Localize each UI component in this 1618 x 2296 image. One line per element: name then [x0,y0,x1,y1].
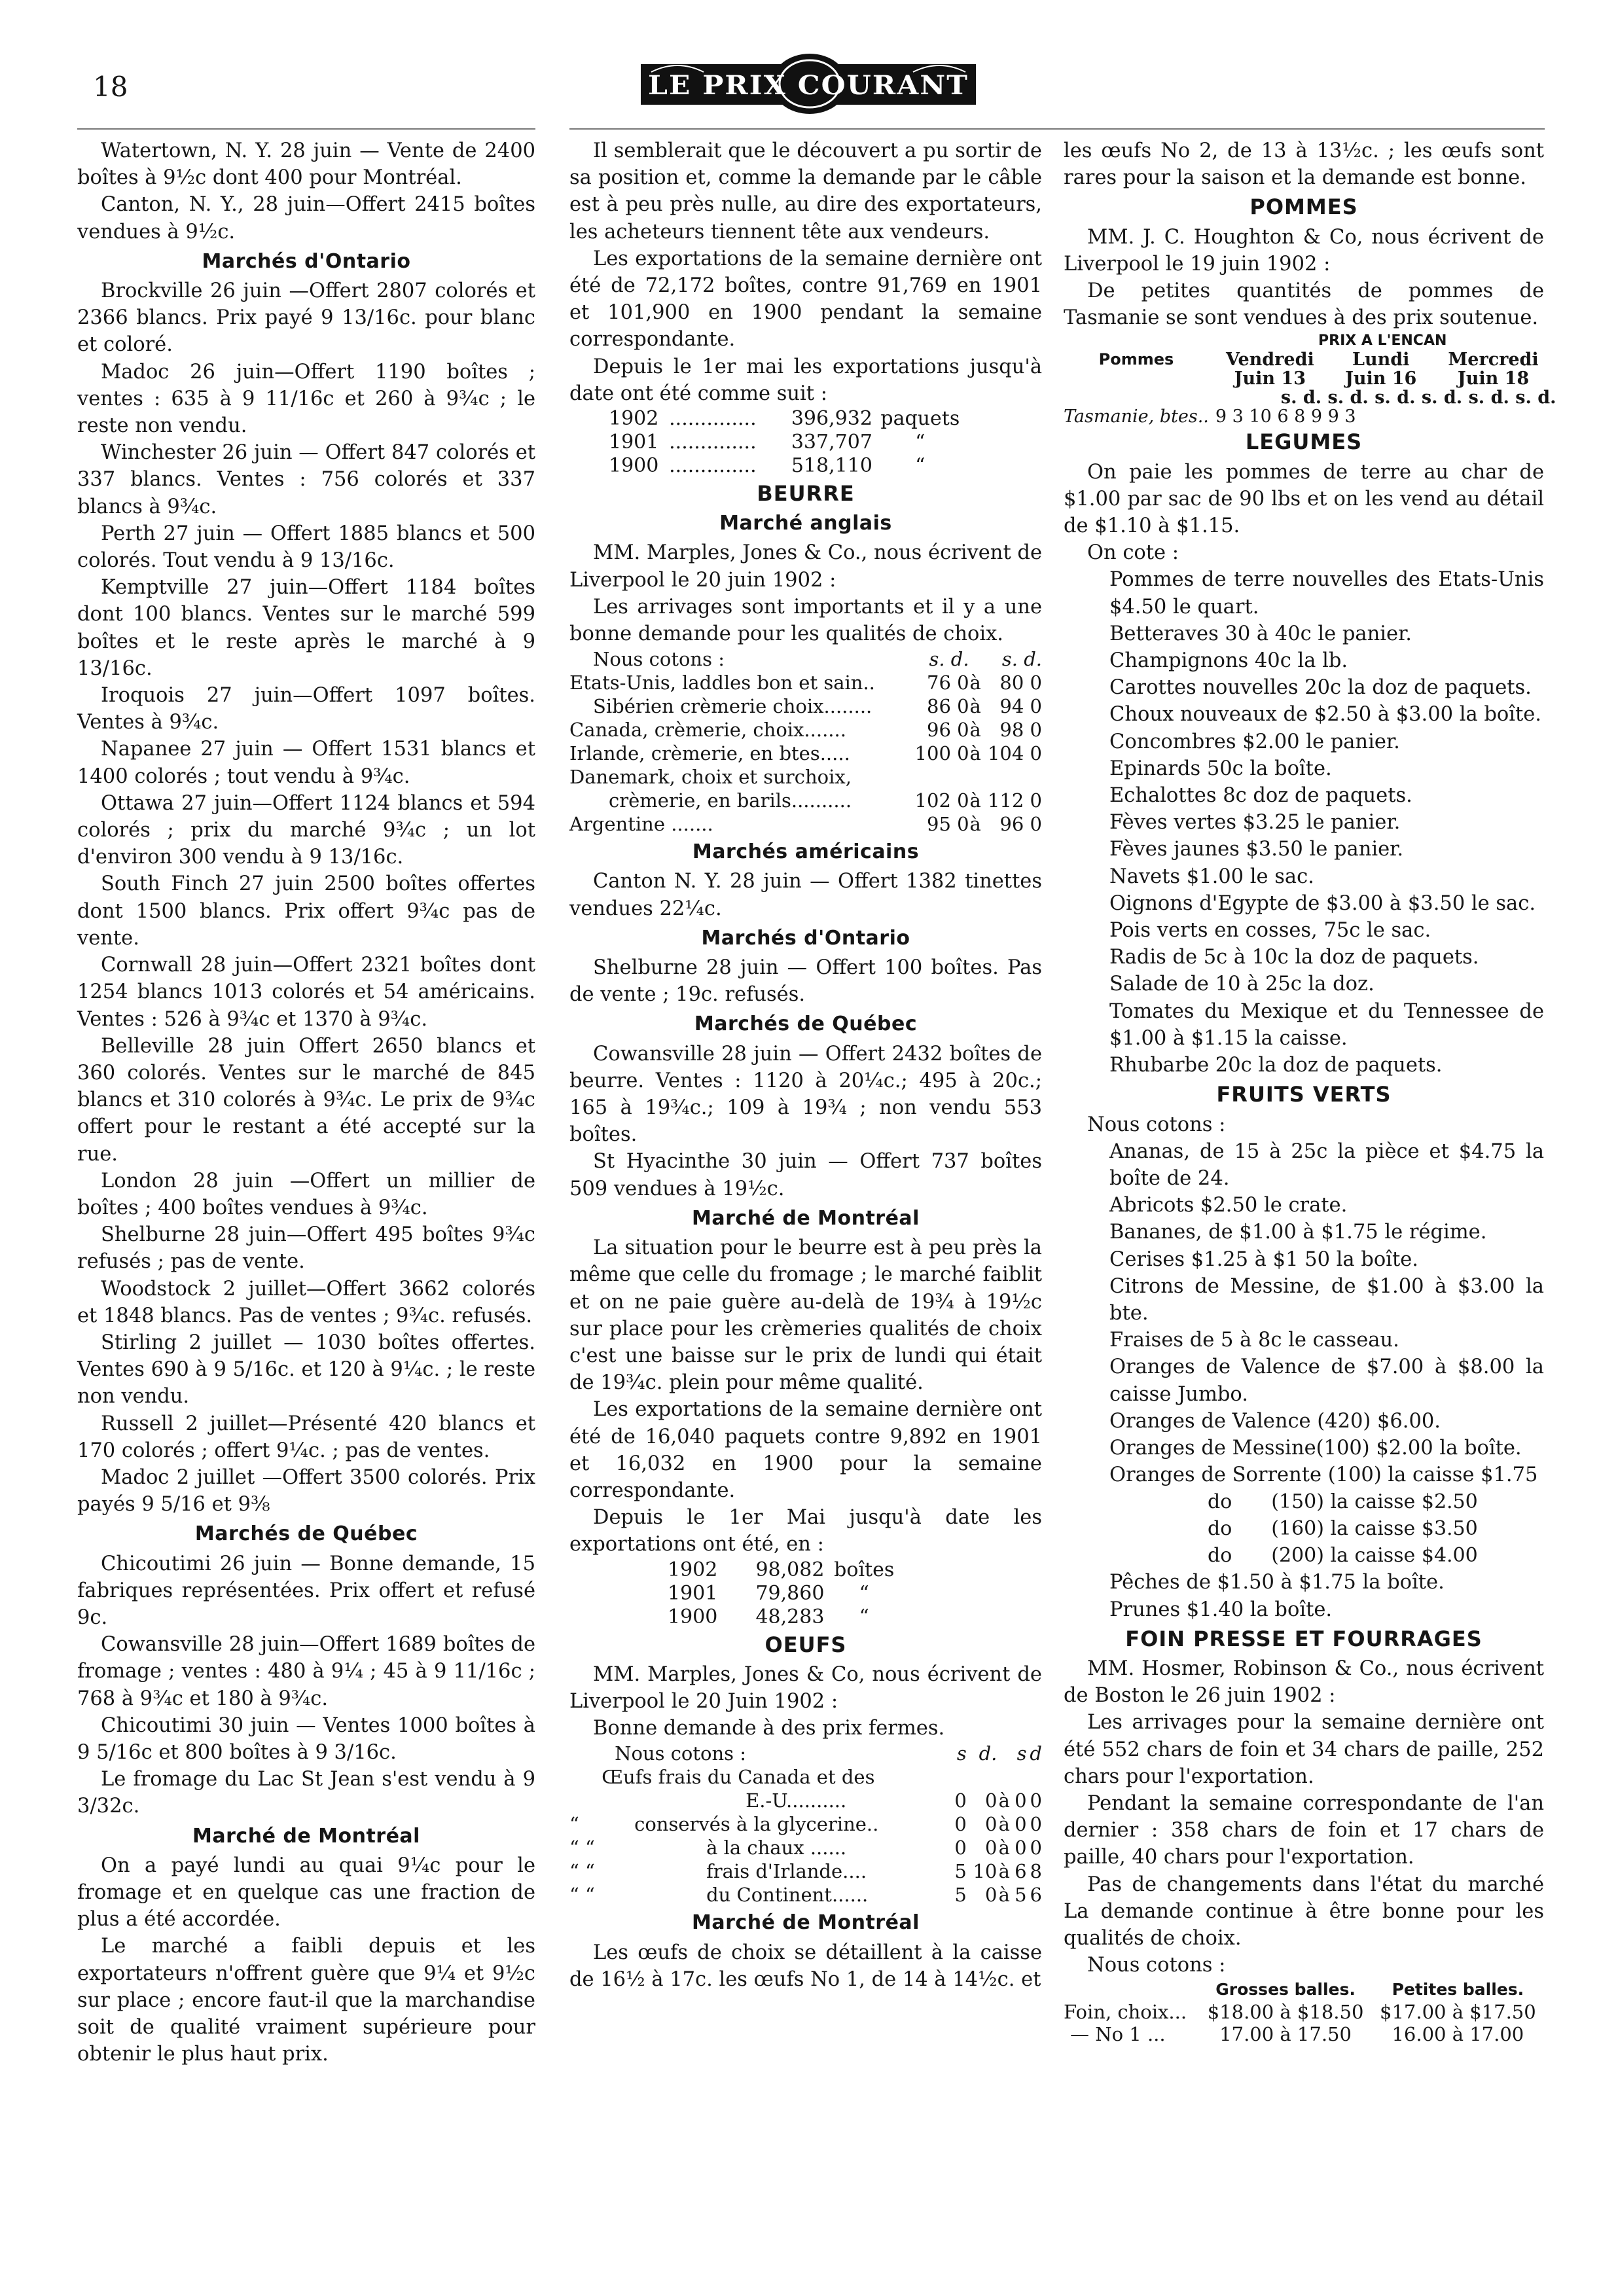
paragraph: Canton, N. Y., 28 juin—Offert 2415 boîtes vendues à 9½c. [77,193,535,243]
unit-cell: s [956,1742,967,1765]
table-row [569,1789,1042,1812]
price-item: Oranges de Valence (420) $6.00. [1109,1409,1441,1433]
value-cell: 0 [954,1789,967,1812]
value-cell: 396,932 [791,407,872,431]
paragraph: De petites quantités de pommes de Tasmanie se sont vendues à des prix soutenue. [1064,279,1544,330]
sorrente-table [1208,1488,1478,1569]
year-cell: 1902 [668,1558,718,1581]
table-row [569,742,1042,765]
paragraph: MM. Marples, Jones & Co., nous écrivent de Liverpool le 20 juin 1902 : [569,541,1042,592]
ditto-cell: “ “ [569,1884,595,1907]
sep-cell: à [969,742,981,765]
exports-table [609,407,968,478]
paragraph: MM. J. C. Houghton & Co, nous écrivent de Liverpool le 19 juin 1902 : [1064,225,1544,276]
value-cell: 6 [1030,1884,1042,1907]
value-cell: 5 [954,1860,967,1883]
price-item: Pois verts en cosses, 75c le sac. [1109,919,1431,942]
paragraph: Watertown, N. Y. 28 juin — Vente de 2400 boîtes à 9½c dont 400 pour Montréal. [77,139,535,190]
section-heading: Marchés d'Ontario [701,926,910,950]
table-row [569,1859,1042,1883]
market-report: Napanee 27 juin — Offert 1531 blancs et 1400 colorés ; tout vendu à 9¾c. [77,738,535,788]
header-cell: Juin 16 [1345,368,1417,389]
rule-header [569,128,1545,130]
value-cell: 95 0 [927,813,969,836]
value-cell: 0 [1030,1837,1042,1859]
price-item: Oranges de Sorrente (100) la caisse $1.75 [1109,1463,1538,1487]
market-report: Cowansville 28 juin — Offert 2432 boîtes de beurre. Ventes : 1120 à 20¼c.; 495 à 20c.; 165 à 19¾c.; 109 à 19¾ ; non vendu 553 boîtes. [569,1042,1042,1147]
price-item: Betteraves 30 à 40c le panier. [1109,622,1412,645]
section-heading: BEURRE [757,481,855,507]
value-cell: 112 0 [987,789,1042,812]
name-cell: Œufs frais du Canada et des [602,1766,875,1789]
market-report: Russell 2 juillet—Présenté 420 blancs et 170 colorés ; offert 9¼c. ; pas de ventes. [77,1412,535,1462]
table-header-row [569,1742,1042,1765]
price-item: Pêches de $1.50 à $1.75 la boîte. [1109,1571,1445,1594]
unit-cell: “ [859,1581,869,1605]
value-cell: 0 [1015,1789,1027,1812]
unit-cell: “ [915,431,926,454]
market-report: Kemptville 27 juin—Offert 1184 boîtes dont 100 blancs. Ventes sur le marché 599 boîtes et le reste après le marché à 9 13/16c. [77,576,535,680]
sep-cell: à [969,672,981,694]
table-header-row [1064,369,1556,388]
table-row [569,789,1042,812]
market-report: Chicoutimi 26 juin — Bonne demande, 15 fabriques représentées. Prix offert et refusé 9c. [77,1552,535,1629]
sep-cell: à [998,1860,1010,1883]
page-number: 18 [93,71,128,103]
column-1 [77,137,535,2068]
value-cell: (150) la caisse $2.50 [1271,1490,1478,1514]
value-cell: 98 0 [999,719,1042,742]
market-report: St Hyacinthe 30 juin — Offert 737 boîtes 509 vendues à 19½c. [569,1150,1042,1200]
value-cell: 8 [1030,1860,1042,1883]
hay-price-table [1064,1979,1544,2045]
value-cell [982,765,1042,789]
paragraph: Nous cotons : [1087,1113,1226,1136]
table-row [1208,1542,1478,1569]
value-cell: 80 0 [999,672,1042,694]
market-report: Perth 27 juin — Offert 1885 blancs et 500 colorés. Tout vendu à 9 13/16c. [77,522,535,573]
paragraph: Les arrivages sont importants et il y a une bonne demande pour les qualités de choix. [569,595,1042,646]
table-row [609,454,968,478]
table-row [569,1836,1042,1859]
table-row [569,671,1042,694]
paragraph: On paie les pommes de terre au char de $1.00 par sac de 90 lbs et on les vend au détail de $1.10 à $1.15. [1064,460,1544,538]
value-cell: 16.00 à 17.00 [1392,2023,1524,2046]
price-item: Bananes, de $1.00 à $1.75 le régime. [1109,1221,1487,1244]
value-cell: (200) la caisse $4.00 [1271,1544,1478,1568]
name-cell: — No 1 ... [1070,2023,1166,2046]
unit-cell: paquets [880,407,960,431]
table-row [1208,1488,1478,1515]
section-heading: Marchés de Québec [694,1013,918,1036]
table-row [569,694,1042,718]
market-report: Shelburne 28 juin—Offert 495 boîtes 9¾c refusés ; pas de vente. [77,1223,535,1274]
year-cell: 1900 [668,1605,718,1628]
value-cell: 0 [1015,1837,1027,1859]
table-header-row [1064,1979,1544,2001]
ditto-cell: do [1208,1517,1232,1541]
sep-cell: à [969,719,981,742]
paragraph: Le marché a faibli depuis et les exportateurs n'offrent guère que 9¼ et 9½c sur place ; encore faut-il que la marchandise soit de qualité vraiment supérieure pour obtenir le plus haut prix. [77,1935,535,2066]
value-cell: 6 [1015,1860,1027,1883]
value-cell [1027,1765,1042,1789]
paragraph: Depuis le 1er mai les exportations jusqu'à date ont été comme suit : [569,355,1042,405]
value-cell: 98,082 [755,1558,825,1581]
sep-cell: à [998,1789,1010,1812]
value-cell: 0 [1015,1813,1027,1836]
header-cell: Pommes [1098,350,1174,369]
ditto-cell: do [1208,1544,1232,1568]
name-cell: Etats-Unis, laddles bon et sain.. [569,672,875,694]
value-cell: 0 [984,1837,998,1859]
header-cell: Juin 13 [1234,368,1306,389]
paragraph: Les exportations de la semaine dernière ont été de 16,040 paquets contre 9,892 en 1901 et 16,032 en 1900 pour la semaine correspondante. [569,1398,1042,1502]
table-row [569,1765,1042,1789]
masthead-logo [638,46,979,122]
value-cell: 518,110 [791,454,872,478]
sep-cell: à [969,789,981,812]
table-row [1208,1515,1478,1542]
value-cell: $17.00 à $17.50 [1380,2001,1536,2024]
table-row [569,812,1042,836]
unit-cell: s [1016,1742,1027,1765]
section-heading: FOIN PRESSE ET FOURRAGES [1125,1626,1483,1651]
price-item: Radis de 5c à 10c la doz de paquets. [1109,946,1479,969]
market-report: Winchester 26 juin — Offert 847 colorés et 337 blancs. Ventes : 756 colorés et 337 blancs à 9¾c. [77,441,535,518]
header-cell: Juin 18 [1457,368,1530,389]
table-row [569,718,1042,742]
market-report: Ottawa 27 juin—Offert 1124 blancs et 594 colorés ; prix du marché 9¾c ; un lot d'environ 300 vendu à 9 13/16c. [77,791,535,869]
value-cell: 0 [984,1813,998,1836]
name-cell: Irlande, crèmerie, en btes..... [569,742,850,765]
name-cell: Argentine ....... [569,813,713,836]
price-item: Champignons 40c la lb. [1109,649,1348,673]
year-cell: 1900 [609,454,659,478]
market-report: Chicoutimi 30 juin — Ventes 1000 boîtes à 9 5/16c et 800 boîtes à 9 3/16c. [77,1713,535,1764]
year-cell: 1901 [668,1581,718,1605]
table-row [569,1812,1042,1836]
sep-cell: à [969,813,981,836]
market-report: Shelburne 28 juin — Offert 100 boîtes. Pas de vente ; 19c. refusés. [569,956,1042,1007]
exports-table-2 [668,1558,904,1629]
market-report: Le fromage du Lac St Jean s'est vendu à 9 3/32c. [77,1768,535,1818]
price-item: Concombres $2.00 le panier. [1109,730,1400,753]
market-report: Canton N. Y. 28 juin — Offert 1382 tinettes vendues 22¼c. [569,870,1042,920]
price-item: Abricots $2.50 le crate. [1109,1194,1348,1217]
name-cell: Foin, choix... [1064,2001,1187,2024]
market-report: South Finch 27 juin 2500 boîtes offertes dont 1500 blancs. Prix offert 9¾c pas de vente. [77,872,535,950]
value-cell: 96 0 [927,719,969,742]
market-report: Iroquois 27 juin—Offert 1097 boîtes. Ventes à 9¾c. [77,684,535,734]
price-item: Citrons de Messine, de $1.00 à $3.00 la bte. [1109,1274,1544,1325]
value-cell: 48,283 [755,1605,825,1628]
unit-cell: d. [979,1742,998,1765]
table-row [609,407,968,431]
ditto-cell [569,1789,602,1812]
paragraph: Pendant la semaine correspondante de l'an dernier : 358 chars de foin et 17 chars de paille, 40 chars pour l'exportation. [1064,1791,1544,1869]
table-caption: Nous cotons : [593,648,725,671]
value-cell: 86 0 [927,695,969,718]
table-header-row [569,647,1042,671]
value-cell: 79,860 [755,1581,825,1605]
value-cell: 104 0 [987,742,1042,765]
leader-cell: .............. [669,407,757,431]
leader-cell: .............. [669,431,757,454]
ditto-cell [569,1765,602,1789]
paragraph: Bonne demande à des prix fermes. [593,1717,945,1740]
paragraph: Nous cotons : [1087,1954,1226,1977]
table-caption: PRIX A L'ENCAN [1318,332,1447,350]
unit-cell: s. d. [929,648,969,671]
eggs-price-table [569,1742,1042,1907]
section-heading: LEGUMES [1245,429,1363,455]
table-row [668,1582,904,1605]
unit-cell: “ [859,1605,869,1628]
butter-price-table [569,647,1042,836]
value-cell: 0 [1030,1813,1042,1836]
section-heading: Marchés américains [692,840,920,864]
name-cell: Canada, crèmerie, choix....... [569,719,846,742]
market-report: Brockville 26 juin —Offert 2807 colorés et 2366 blancs. Prix payé 9 13/16c. pour blanc et coloré. [77,279,535,357]
price-item: Epinards 50c la boîte. [1109,757,1332,780]
table-row [1064,2001,1544,2023]
price-item: Fraises de 5 à 8c le casseau. [1109,1329,1399,1352]
unit-cell: “ [915,454,926,478]
paragraph: Les exportations de la semaine dernière ont été de 72,172 boîtes, contre 91,769 en 1901 et 101,900 en 1900 pendant la semaine correspondante. [569,247,1042,351]
values-cell: 9 3 10 6 8 9 9 3 [1215,406,1356,427]
value-cell: 0 [954,1813,967,1836]
market-report: Belleville 28 juin Offert 2650 blancs et 360 colorés. Ventes sur le marché de 845 blancs et 310 colorés à 9¾c. Le prix de 9¾c offert pour le restant a été accepté sur la rue. [77,1034,535,1166]
name-cell: Danemark, choix et surchoix, [569,766,852,789]
name-cell: E.-U.......... [746,1789,847,1812]
name-cell: frais d'Irlande.... [706,1860,867,1883]
rule-col1 [77,128,535,130]
market-report: Stirling 2 juillet — 1030 boîtes offertes. Ventes 690 à 9 5/16c. et 120 à 9¼c. ; le reste non vendu. [77,1331,535,1408]
value-cell: 0 [984,1884,998,1907]
value-cell: 102 0 [914,789,969,812]
table-row [609,431,968,454]
table-row [569,1883,1042,1907]
value-cell: 17.00 à 17.50 [1219,2023,1352,2046]
apples-auction-table [1064,331,1556,426]
sep-cell: à [969,695,981,718]
name-cell: Sibérien crèmerie choix........ [593,695,872,718]
market-report: Cornwall 28 juin—Offert 2321 boîtes dont 1254 blancs 1013 colorés et 54 américains. Ventes : 526 à 9¾c et 1370 à 9¾c. [77,954,535,1031]
name-cell: conservés à la glycerine.. [634,1813,879,1836]
section-heading: OEUFS [764,1632,847,1657]
section-heading: Marché de Montréal [692,1911,920,1935]
sep-cell: à [998,1837,1010,1859]
paragraph: MM. Marples, Jones & Co, nous écrivent de Liverpool le 20 Juin 1902 : [569,1662,1042,1713]
paragraph: La situation pour le beurre est à peu près la même que celle du fromage ; le marché faiblit et on ne paie guère au-delà de 19¾ à 19½c sur place pour les crèmeries qualités de choix c'est une baisse sur le prix de lundi qui était de 19¾c. plein pour même qualité. [569,1236,1042,1395]
market-report: Madoc 26 juin—Offert 1190 boîtes ; ventes : 635 à 9 11/16c et 260 à 9¾c ; le reste non vendu. [77,360,535,438]
section-heading: Marchés de Québec [194,1522,418,1546]
price-item: Pommes de terre nouvelles des Etats-Unis $4.50 le quart. [1109,568,1544,619]
price-item: Fèves jaunes $3.50 le panier. [1109,838,1404,861]
value-cell: 337,707 [791,431,872,454]
value-cell: 100 0 [914,742,969,765]
table-header-row [1064,388,1556,407]
value-cell [908,765,969,789]
value-cell: 94 0 [999,695,1042,718]
price-item: Carottes nouvelles 20c la doz de paquets. [1109,676,1532,700]
value-cell: 10 [973,1860,998,1883]
value-cell: 0 [984,1789,998,1812]
price-item: Cerises $1.25 à $1 50 la boîte. [1109,1247,1418,1271]
market-report: London 28 juin —Offert un millier de boîtes ; 400 boîtes vendues à 9¾c. [77,1169,535,1219]
paragraph: On a payé lundi au quai 9¼c pour le fromage et en quelque cas une fraction de plus a été accordée. [77,1854,535,1931]
svg-text:LE PRIX COURANT: LE PRIX COURANT [648,70,969,101]
unit-cell: boîtes [834,1558,895,1581]
section-heading: Marché de Montréal [692,1206,920,1230]
value-cell [952,1765,967,1789]
paragraph: Les œufs de choix se détaillent à la caisse de 16½ à 17c. les œufs No 1, de 14 à 14½c. et [569,1941,1042,1991]
header-cell: Lundi [1352,350,1410,370]
table-row [1064,2023,1544,2045]
value-cell [1011,1765,1026,1789]
market-report: Cowansville 28 juin—Offert 1689 boîtes de fromage ; ventes : 480 à 9¼ ; 45 à 9 11/16c ; 768 à 9¾c et 180 à 9¾c. [77,1633,535,1710]
unit-cell: d [1030,1742,1042,1765]
price-item: Ananas, de 15 à 25c la pièce et $4.75 la boîte de 24. [1109,1139,1544,1190]
sep-cell: à [998,1813,1010,1836]
price-item: Navets $1.00 le sac. [1109,865,1314,888]
value-cell [967,1765,998,1789]
value-cell: 96 0 [999,813,1042,836]
table-caption: Nous cotons : [615,1742,747,1765]
header-cell: Vendredi [1226,350,1314,370]
price-item: Rhubarbe 20c la doz de paquets. [1109,1054,1443,1077]
table-row [668,1558,904,1582]
table-row [668,1605,904,1629]
price-item: Fèves vertes $3.25 le panier. [1109,811,1401,834]
column-2 [569,137,1042,1993]
paragraph: Pas de changements dans l'état du marché La demande continue à être bonne pour les qualités de choix. [1064,1873,1544,1950]
value-cell: $18.00 à $18.50 [1207,2001,1364,2024]
section-heading: Marché anglais [719,512,892,535]
value-cell: 0 [1030,1789,1042,1812]
column-3 [1064,137,1556,2046]
table-header-row [1064,350,1556,369]
header-cell: Petites balles. [1392,1980,1524,2000]
table-row [1064,407,1556,426]
table-header-row [1064,331,1556,350]
paragraph: les œufs No 2, de 13 à 13½c. ; les œufs sont rares pour la saison et la demande est bonne. [1064,139,1544,190]
header-cell: Mercredi [1448,350,1539,370]
value-cell: 0 [954,1837,967,1859]
section-heading: POMMES [1249,194,1358,220]
ditto-cell: “ “ [569,1837,595,1859]
sep-cell: à [998,1884,1010,1907]
value-cell: 76 0 [927,672,969,694]
units-cell: s. d. s. d. s. d. s. d. s. d. s. d. [1280,387,1556,408]
value-cell: 5 [954,1884,967,1907]
sep-cell [997,1765,1011,1789]
year-cell: 1901 [609,431,659,454]
ditto-cell: “ [569,1813,579,1836]
name-cell: du Continent...... [706,1884,869,1907]
price-item: Salade de 10 à 25c la doz. [1109,973,1375,996]
section-heading: Marchés d'Ontario [202,249,411,273]
sep-cell [969,765,982,789]
price-item: Choux nouveaux de $2.50 à $3.00 la boîte. [1109,703,1541,726]
unit-cell: s. d. [1001,648,1042,671]
ditto-cell: “ “ [569,1860,595,1883]
leader-cell: .............. [669,454,757,478]
year-cell: 1902 [609,407,659,431]
header-cell: Grosses balles. [1215,1980,1356,2000]
price-item: Oranges de Messine(100) $2.00 la boîte. [1109,1436,1522,1460]
market-report: Woodstock 2 juillet—Offert 3662 colorés et 1848 blancs. Pas de ventes ; 9¾c. refusés. [77,1277,535,1327]
paragraph: Il semblerait que le découvert a pu sortir de sa position et, comme la demande par le câble est à peu près nulle, au dire des exportateurs, les acheteurs tiennent tête aux vendeurs. [569,139,1042,243]
price-item: Prunes $1.40 la boîte. [1109,1598,1333,1621]
price-item: Oignons d'Egypte de $3.00 à $3.50 le sac. [1109,891,1536,915]
price-item: Echalottes 8c doz de paquets. [1109,784,1412,808]
ditto-cell: do [1208,1490,1232,1514]
name-cell: à la chaux ...... [706,1837,847,1859]
paragraph: MM. Hosmer, Robinson & Co., nous écrivent de Boston le 26 juin 1902 : [1064,1657,1544,1708]
paragraph: Depuis le 1er Mai jusqu'à date les exportations ont été, en : [569,1506,1042,1556]
name-cell: Tasmanie, btes.. [1064,406,1209,427]
paragraph: Les arrivages pour la semaine dernière ont été 552 chars de foin et 34 chars de paille, 252 chars pour l'exportation. [1064,1711,1544,1788]
value-cell: (160) la caisse $3.50 [1271,1517,1478,1541]
section-heading: FRUITS VERTS [1216,1082,1392,1107]
paragraph: On cote : [1087,541,1179,565]
table-row [569,765,1042,789]
market-report: Madoc 2 juillet —Offert 3500 colorés. Prix payés 9 5/16 et 9⅜ [77,1465,535,1516]
price-item: Tomates du Mexique et du Tennessee de $1.00 à $1.15 la caisse. [1109,999,1544,1050]
value-cell: 5 [1015,1884,1027,1907]
name-cell: crèmerie, en barils.......... [609,789,852,812]
section-heading: Marché de Montréal [192,1824,420,1848]
price-item: Oranges de Valence de $7.00 à $8.00 la caisse Jumbo. [1109,1355,1544,1406]
